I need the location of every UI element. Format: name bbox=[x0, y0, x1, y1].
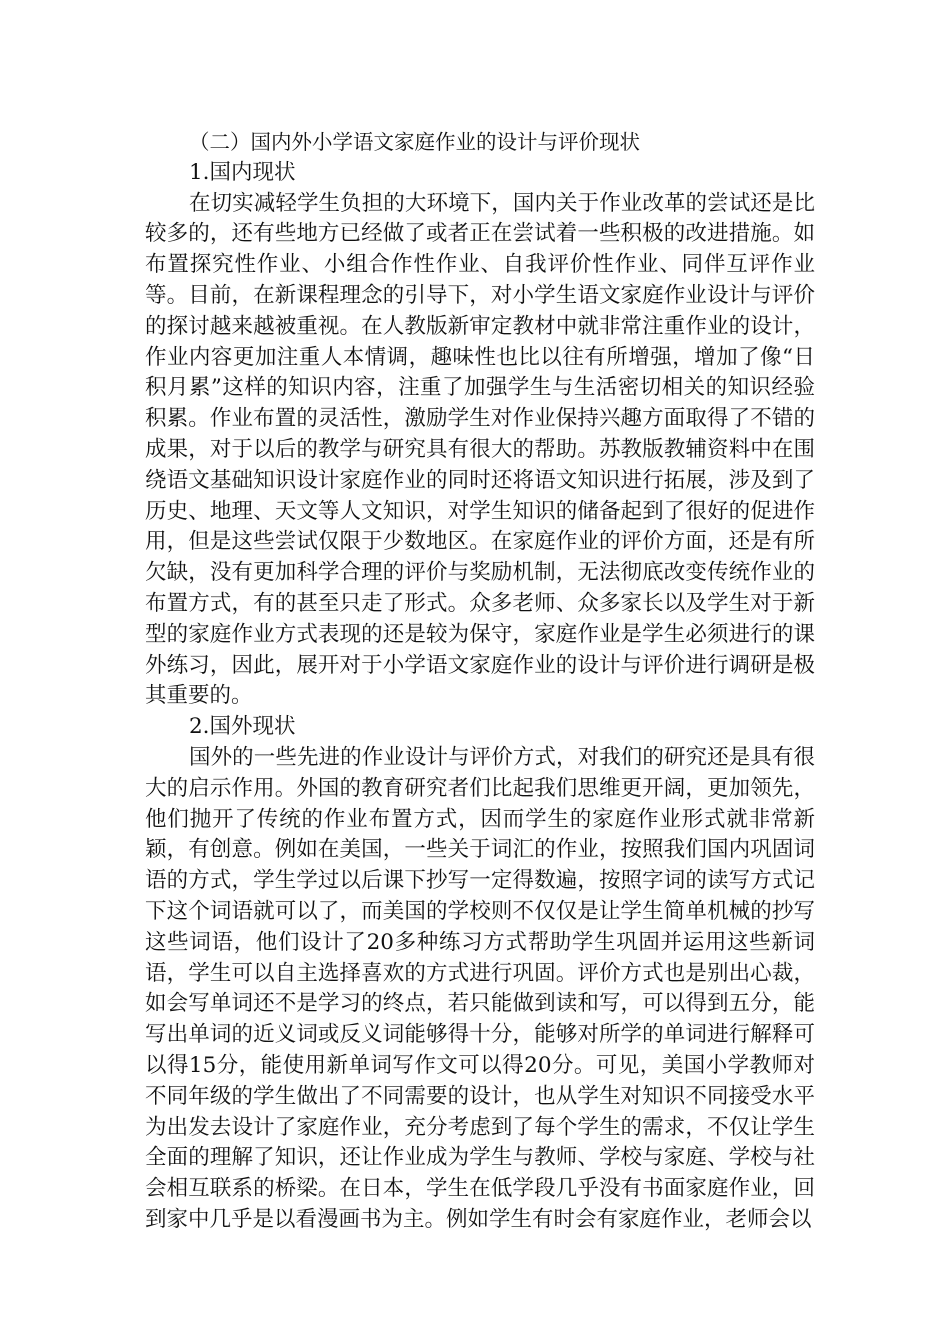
foreign-heading: 2.国外现状 bbox=[189, 714, 296, 740]
foreign-paragraph: 国外的一些先进的作业设计与评价方式，对我们的研究还是具有很大的启示作用。外国的教育研究者们比起我们思维更开阔，更加领先，他们抛开了传统的作业布置方式，因而学生的家庭作业形式就非常新颖，有创意。例如在美国，一些关于词汇的作业，按照我们国内巩固词语的方式，学生学过以后课下抄写一定得数遍，按照字词的读写方式记下这个词语就可以了，而美国的学校则不仅仅是让学生简单机械的抄写这些词语，他们设计了20多种练习方式帮助学生巩固并运用这些新词语，学生可以自主选择喜欢的方式进行巩固。评价方式也是别出心裁，如会写单词还不是学习的终点，若只能做到读和写，可以得到五分，能写出单词的近义词或反义词能够得十分，能够对所学的单词进行解释可以得15分，能使用新单词写作文可以得20分。可见，美国小学教师对不同年级的学生做出了不同需要的设计，也从学生对知识不同接受水平为出发去设计了家庭作业，充分考虑到了每个学生的需求，不仅让学生全面的理解了知识，还让作业成为学生与教师、学校与家庭、学校与社会相互联系的桥梁。在日本，学生在低学段几乎没有书面家庭作业，回到家中几乎是以看漫画书为主。例如学生有时会有家庭作业，老师会以 bbox=[145, 744, 815, 1232]
domestic-heading: 1.国内现状 bbox=[189, 159, 296, 185]
domestic-paragraph: 在切实减轻学生负担的大环境下，国内关于作业改革的尝试还是比较多的，还有些地方已经做了或者正在尝试着一些积极的改进措施。如布置探究性作业、小组合作性作业、自我评价性作业、同伴互评作业等。目前，在新课程理念的引导下，对小学生语文家庭作业设计与评价的探讨越来越被重视。在人教版新审定教材中就非常注重作业的设计，作业内容更加注重人本情调，趣味性也比以往有所增强，增加了像“日积月累”这样的知识内容，注重了加强学生与生活密切相关的知识经验积累。作业布置的灵活性，激励学生对作业保持兴趣方面取得了不错的成果，对于以后的教学与研究具有很大的帮助。苏教版教辅资料中在围绕语文基础知识设计家庭作业的同时还将语文知识进行拓展，涉及到了历史、地理、天文等人文知识，对学生知识的储备起到了很好的促进作用，但是这些尝试仅限于少数地区。在家庭作业的评价方面，还是有所欠缺，没有更加科学合理的评价与奖励机制，无法彻底改变传统作业的布置方式，有的甚至只走了形式。众多老师、众多家长以及学生对于新型的家庭作业方式表现的还是较为保守，家庭作业是学生必须进行的课外练习，因此，展开对于小学语文家庭作业的设计与评价进行调研是极其重要的。 bbox=[145, 190, 815, 709]
document-page bbox=[145, 127, 815, 1236]
section-title: （二）国内外小学语文家庭作业的设计与评价现状 bbox=[189, 130, 640, 154]
